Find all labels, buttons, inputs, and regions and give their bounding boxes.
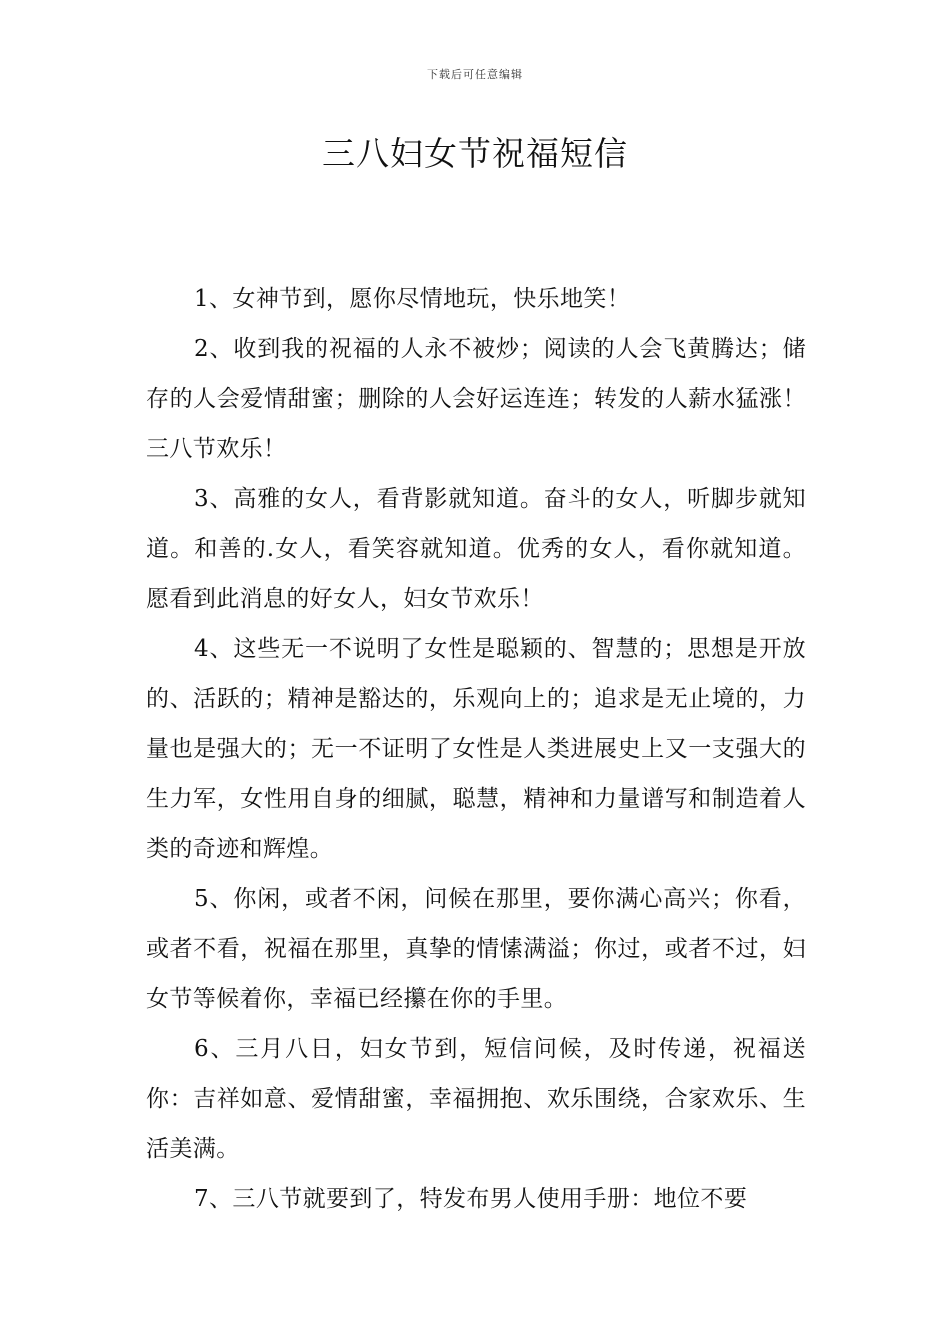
page-title: 三八妇女节祝福短信 — [322, 134, 628, 173]
paragraph-4: 4、这些无一不说明了女性是聪颖的、智慧的；思想是开放的、活跃的；精神是豁达的，乐观向上的；追求是无止境的，力量也是强大的；无一不证明了女性是人类进展史上又一支强大的生力军，女性用自身的细腻，聪慧，精神和力量谱写和制造着人类的奇迹和辉煌。 — [146, 636, 806, 862]
body-text — [146, 274, 806, 1224]
paragraph-6: 6、三月八日，妇女节到，短信问候，及时传递，祝福送你：吉祥如意、爱情甜蜜，幸福拥抱、欢乐围绕，合家欢乐、生活美满。 — [146, 1036, 806, 1162]
paragraph-1: 1、女神节到，愿你尽情地玩，快乐地笑！ — [194, 286, 631, 312]
paragraph-5: 5、你闲，或者不闲，问候在那里，要你满心高兴；你看，或者不看，祝福在那里，真挚的情愫满溢；你过，或者不过，妇女节等候着你，幸福已经攥在你的手里。 — [146, 886, 806, 1012]
header-note: 下载后可任意编辑 — [427, 68, 523, 81]
paragraph-7: 7、三八节就要到了，特发布男人使用手册：地位不要 — [194, 1186, 748, 1212]
paragraph-2: 2、收到我的祝福的人永不被炒；阅读的人会飞黄腾达；储存的人会爱情甜蜜；删除的人会好运连连；转发的人薪水猛涨！三八节欢乐！ — [146, 336, 806, 462]
paragraph-3: 3、高雅的女人，看背影就知道。奋斗的女人，听脚步就知道。和善的.女人，看笑容就知道。优秀的女人，看你就知道。愿看到此消息的好女人，妇女节欢乐！ — [146, 486, 806, 612]
